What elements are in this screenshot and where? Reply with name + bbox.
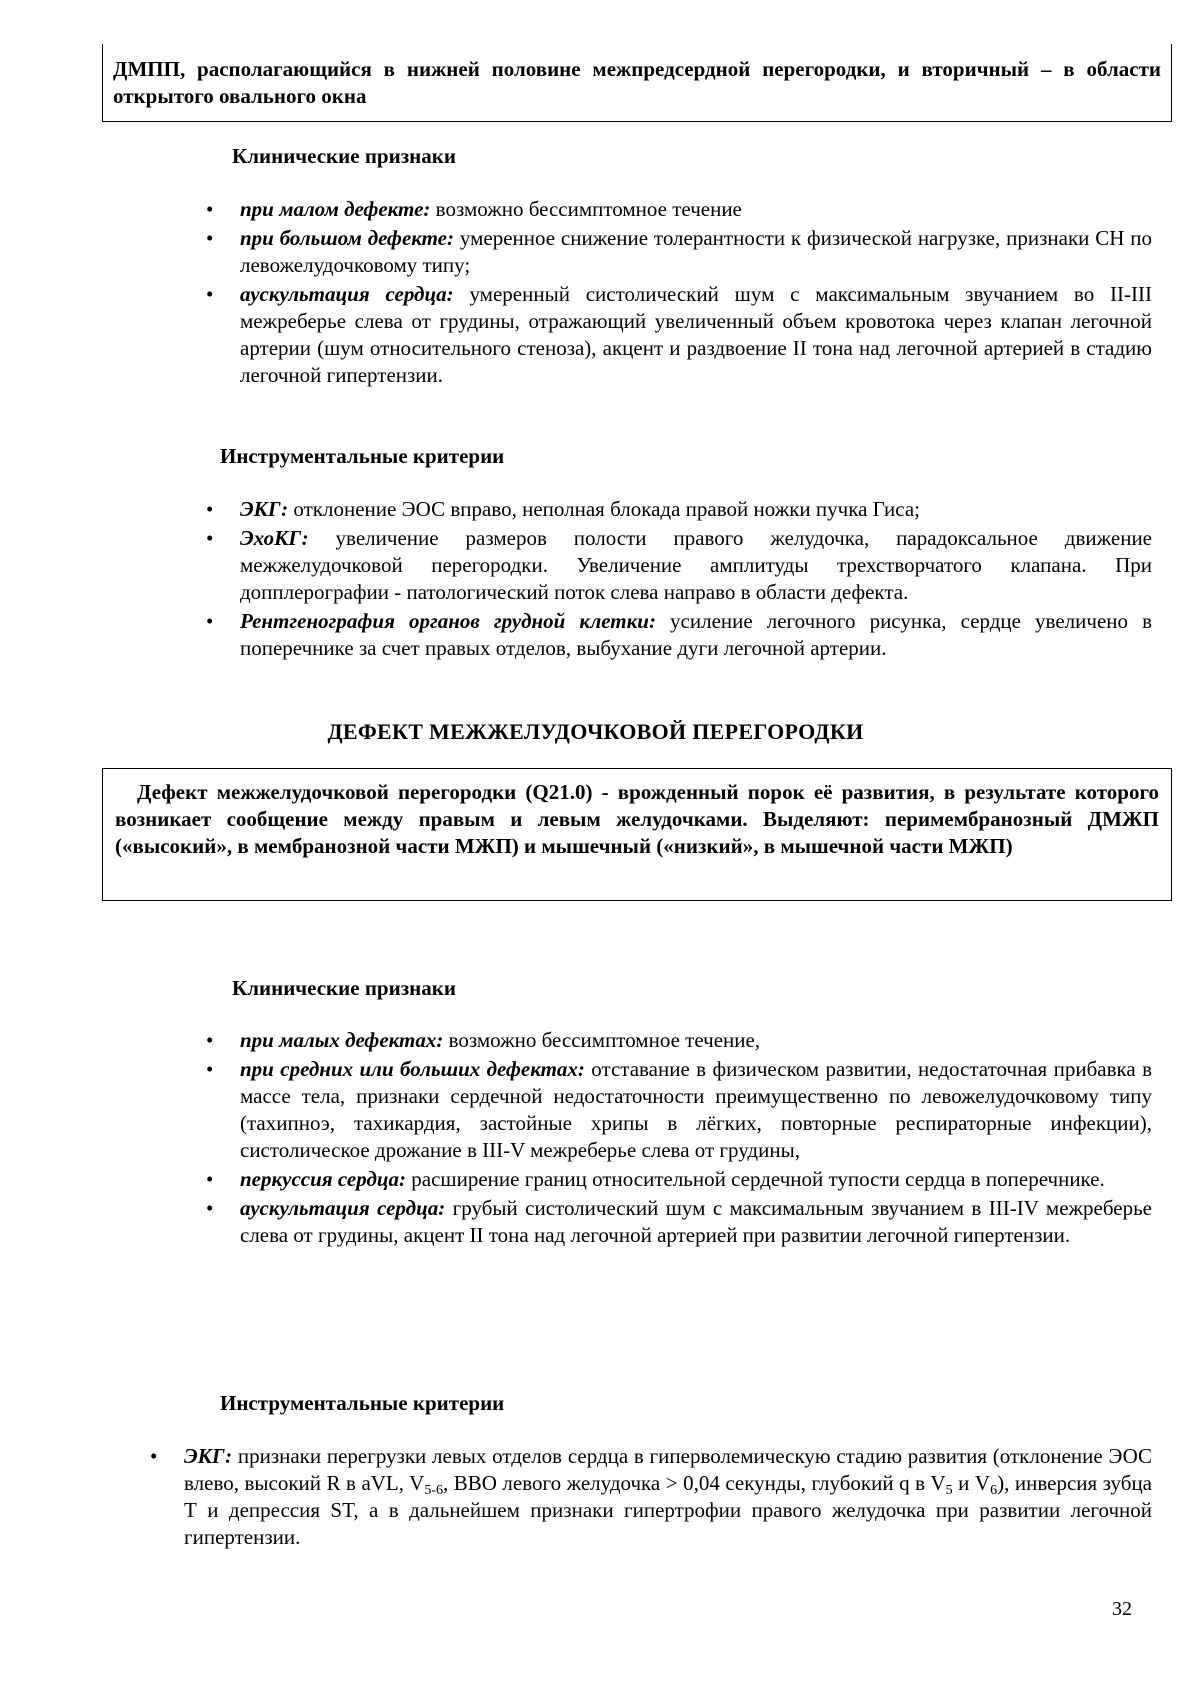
list-item: • аускультация сердца: умеренный систолический шум с максимальным звучанием во II-III межреберье слева от грудины, отражающий увеличенный объем кровотока через клапан легочной артерии (шум относительного стеноза), акцент и раздвоение II тона над легочной артерией в стадию легочной гипертензии. xyxy=(206,282,1152,387)
list-item: • при большом дефекте: умеренное снижение толерантности к физической нагрузке, признаки СН по левожелудочковому типу; xyxy=(206,226,1152,277)
vsd-instrumental-list xyxy=(150,1443,1153,1553)
list-item: • аускультация сердца: грубый систолический шум с максимальным звучанием в III-IV межреберье слева от грудины, акцент II тона над легочной артерией при развитии легочной гипертензии. xyxy=(206,1196,1152,1247)
list-item: • ЭКГ: признаки перегрузки левых отделов сердца в гиперволемическую стадию развития (отклонение ЭОС влево, высокий R в aVL, $V_{5-6}$, ВВО левого желудочка > 0,04 секунды, глубокий q в $V_5$ и $V_6$), инверсия зубца Т и депрессия ST, а в дальнейшем признаки гипертрофии правого желудочка при развитии легочной гипертензии. xyxy=(150,1444,1153,1549)
page-number: 32 xyxy=(1112,1598,1132,1620)
vsd-clinical-list xyxy=(206,1027,1152,1251)
list-item: • ЭКГ: отклонение ЭОС вправо, неполная блокада правой ножки пучка Гиса; xyxy=(206,497,920,521)
list-item: • при малых дефектах: возможно бессимптомное течение, xyxy=(206,1028,761,1052)
vsd-clinical-heading: Клинические признаки xyxy=(232,976,456,1000)
asd-instrumental-list xyxy=(206,496,1153,664)
asd-clinical-heading: Клинические признаки xyxy=(232,144,456,168)
vsd-instrumental-heading: Инструментальные критерии xyxy=(220,1391,505,1415)
vsd-section-title: ДЕФЕКТ МЕЖЖЕЛУДОЧКОВОЙ ПЕРЕГОРОДКИ xyxy=(327,719,864,744)
list-item: • при средних или больших дефектах: отставание в физическом развитии, недостаточная прибавка в массе тела, признаки сердечной недостаточности преимущественно по левожелудочковому типу (тахипноэ, тахикардия, застойные хрипы в лёгких, повторные респираторные инфекции), систолическое дрожание в III-V межреберье слева от грудины, xyxy=(206,1057,1152,1162)
list-item: • Рентгенография органов грудной клетки: усиление легочного рисунка, сердце увеличено в поперечнике за счет правых отделов, выбухание дуги легочной артерии. xyxy=(206,609,1153,660)
vsd-definition-box xyxy=(102,768,1172,901)
list-item: • при малом дефекте: возможно бессимптомное течение xyxy=(206,197,742,221)
list-item: • перкуссия сердца: расширение границ относительной сердечной тупости сердца в поперечнике. xyxy=(206,1167,1105,1191)
asd-instrumental-heading: Инструментальные критерии xyxy=(220,444,505,468)
vsd-definition-text: Дефект межжелудочковой перегородки (Q21.0) - врожденный порок её развития, в результате которого возникает сообщение между правым и левым желудочками. Выделяют: перимембранозный ДМЖП («высокий», в мембранозной части МЖП) и мышечный («низкий», в мышечной части МЖП) xyxy=(115,780,1159,858)
asd-definition-box xyxy=(102,44,1172,122)
list-item: • ЭхоКГ: увеличение размеров полости правого желудочка, парадоксальное движение межжелудочковой перегородки. Увеличение амплитуды трехстворчатого клапана. При допплерографии - патологический поток слева направо в области дефекта. xyxy=(206,526,1152,604)
asd-definition-text: ДМПП, располагающийся в нижней половине межпредсердной перегородки, и вторичный – в области открытого овального окна xyxy=(113,57,1161,108)
asd-clinical-list xyxy=(206,196,1152,391)
